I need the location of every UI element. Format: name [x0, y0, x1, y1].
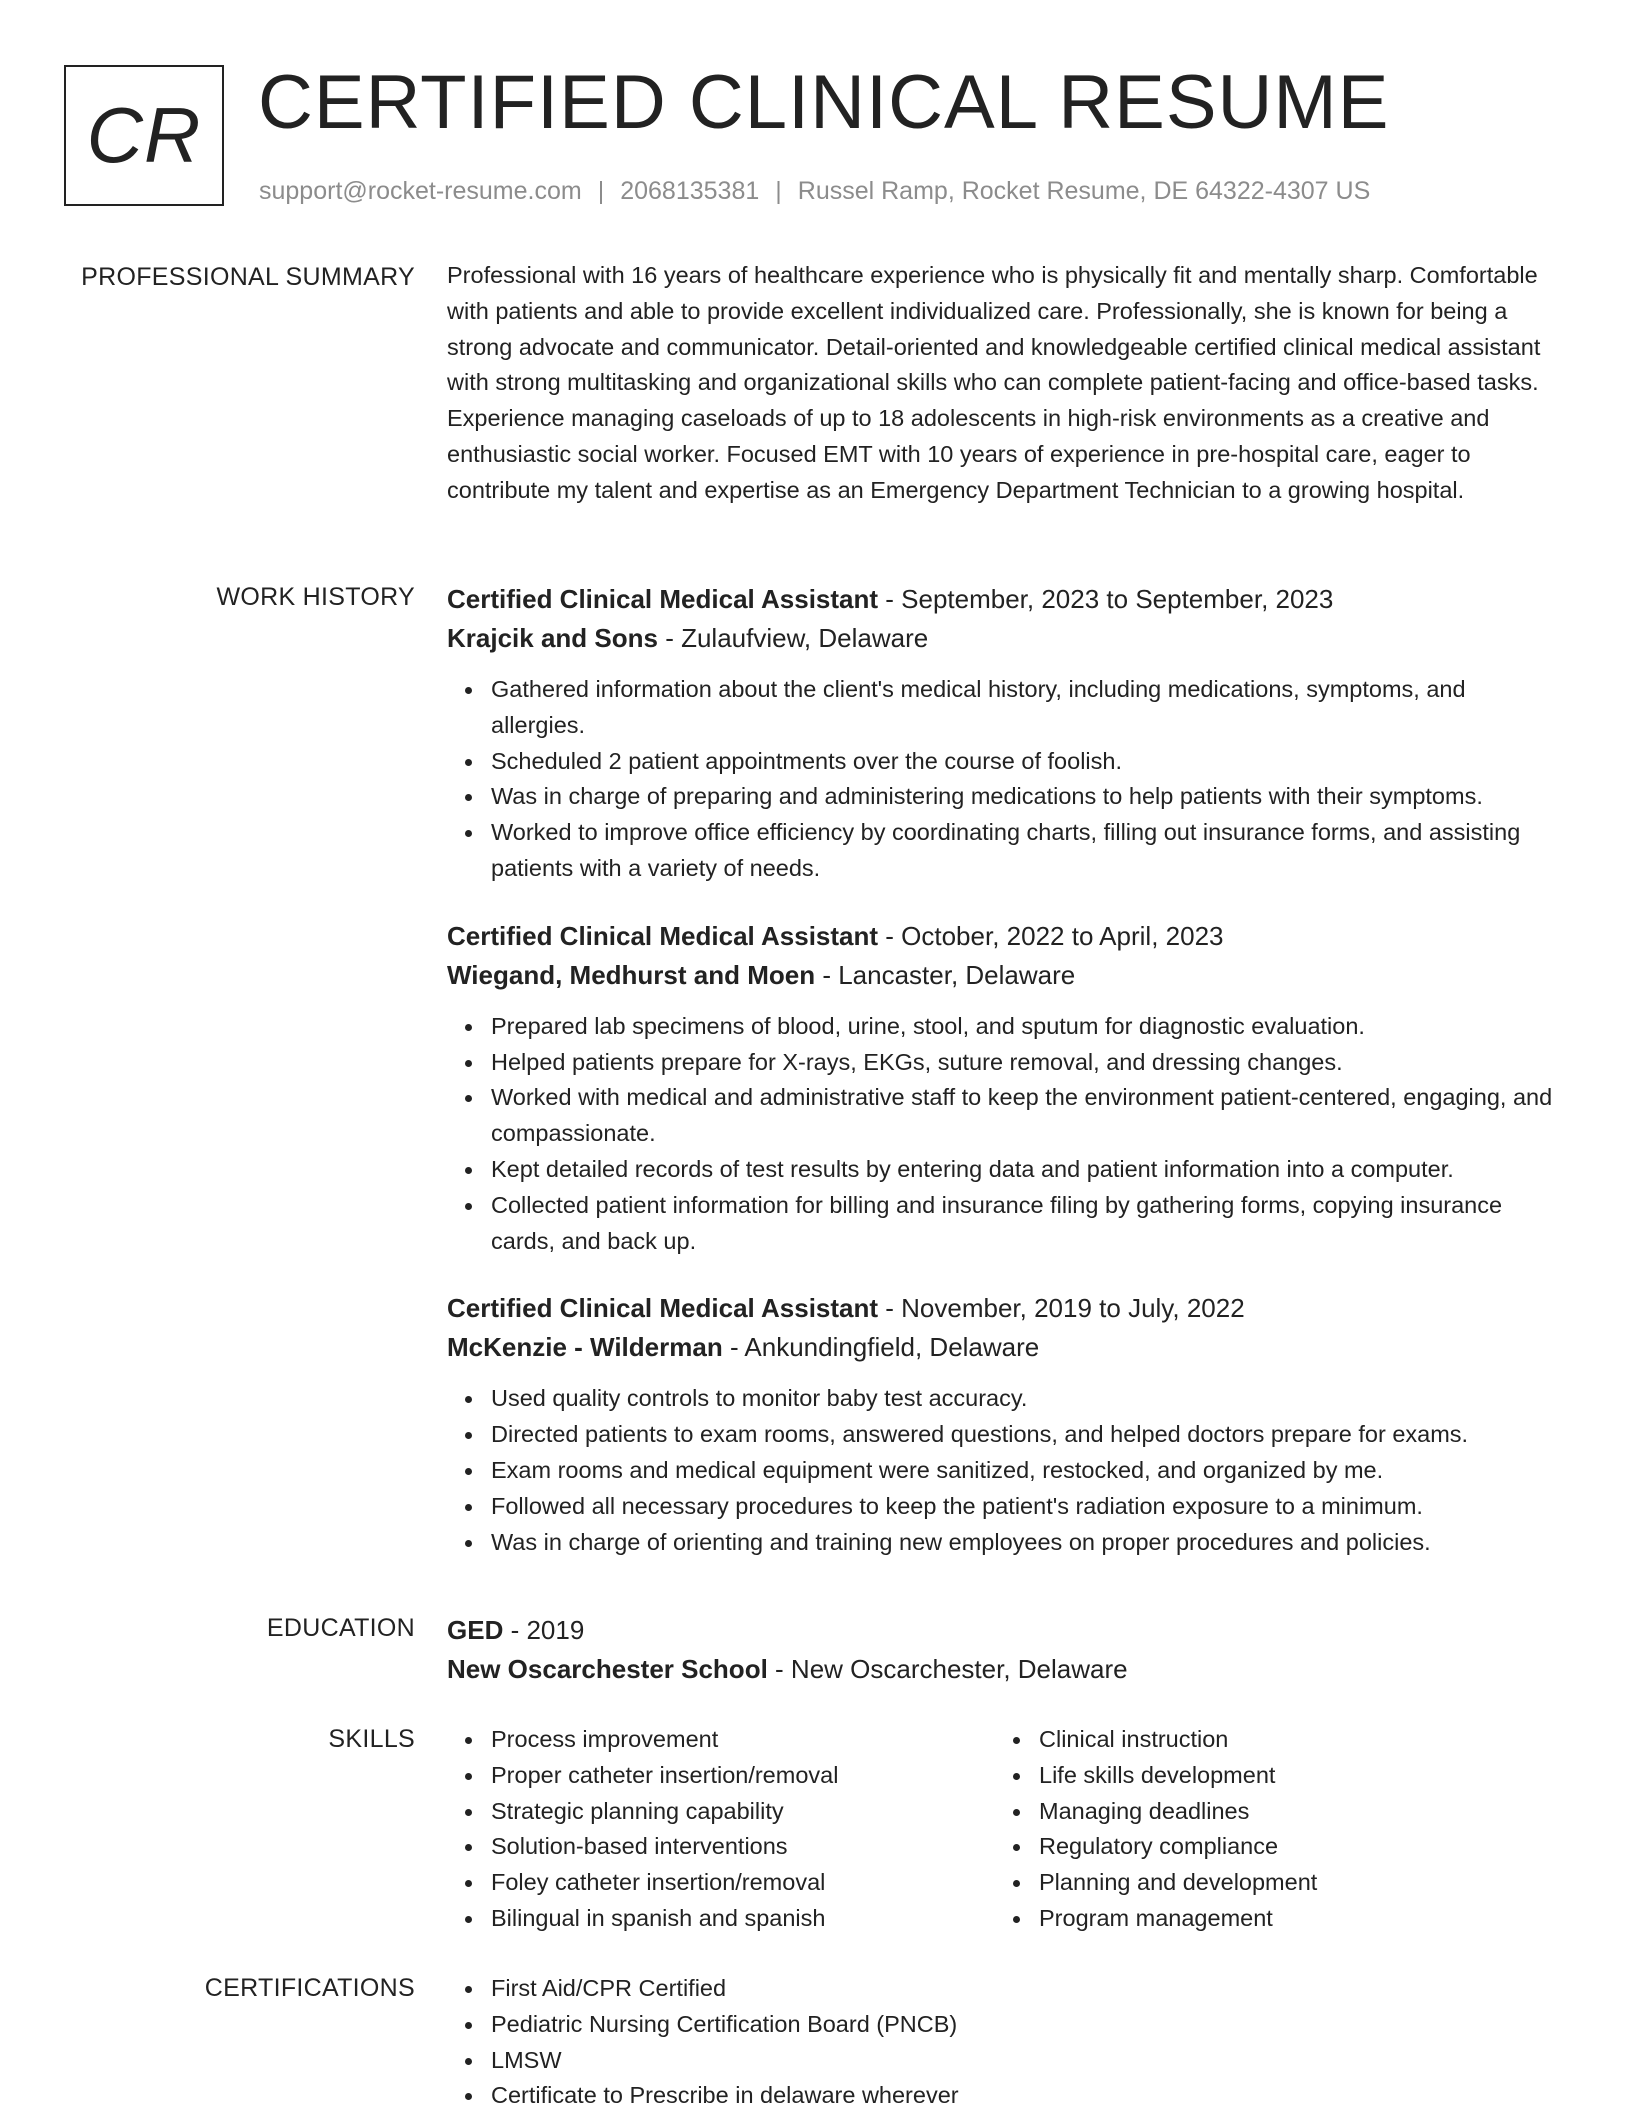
skill-item: Proper catheter insertion/removal: [447, 1758, 995, 1794]
job-bullet: Helped patients prepare for X-rays, EKGs, suture removal, and dressing changes.: [447, 1045, 1557, 1081]
skill-item: Solution-based interventions: [447, 1829, 995, 1865]
job-bullet: Scheduled 2 patient appointments over the course of foolish.: [447, 744, 1557, 780]
job-company-line: [447, 956, 1557, 995]
job-company-line: [447, 1328, 1557, 1367]
contact-separator: |: [597, 177, 605, 205]
work-content: [447, 580, 1557, 1560]
certification-item: First Aid/CPR Certified: [447, 1971, 1557, 2007]
skill-item: Regulatory compliance: [995, 1829, 1543, 1865]
job-bullet: Followed all necessary procedures to keep the patient's radiation exposure to a minimum.: [447, 1489, 1557, 1525]
skill-item: Managing deadlines: [995, 1794, 1543, 1830]
contact-line: [259, 176, 1370, 206]
skill-item: Strategic planning capability: [447, 1794, 995, 1830]
education-school-line: [447, 1650, 1557, 1689]
education-location: - New Oscarchester, Delaware: [767, 1654, 1128, 1684]
skills-column-left: [447, 1722, 995, 1937]
job-title: Certified Clinical Medical Assistant: [447, 920, 879, 951]
job-bullet: Kept detailed records of test results by entering data and patient information into a computer.: [447, 1152, 1557, 1188]
education-school: New Oscarchester School: [447, 1654, 768, 1684]
job-bullet: Collected patient information for billing and insurance filing by gathering forms, copying insurance cards, and back up.: [447, 1188, 1557, 1260]
skills-list: [995, 1722, 1543, 1937]
certification-item: Certificate to Prescribe in delaware wherever: [447, 2078, 1557, 2114]
job-bullet: Directed patients to exam rooms, answered questions, and helped doctors prepare for exams.: [447, 1417, 1557, 1453]
section-label-summary: PROFESSIONAL SUMMARY: [81, 263, 415, 291]
skill-item: Foley catheter insertion/removal: [447, 1865, 995, 1901]
job-location: - Lancaster, Delaware: [815, 959, 1076, 990]
certifications-list: [447, 1971, 1557, 2114]
job-dates: - September, 2023 to September, 2023: [878, 584, 1334, 614]
job-dates: - October, 2022 to April, 2023: [878, 920, 1224, 951]
education-content: [447, 1611, 1557, 1689]
contact-email[interactable]: support@rocket-resume.com: [259, 177, 582, 205]
skills-content: [447, 1722, 1557, 1937]
skills-column-right: [995, 1722, 1543, 1937]
job-company: Wiegand, Medhurst and Moen: [447, 959, 816, 990]
job-bullet: Prepared lab specimens of blood, urine, stool, and sputum for diagnostic evaluation.: [447, 1009, 1557, 1045]
job-company: McKenzie - Wilderman: [447, 1332, 723, 1363]
job-entry: [447, 580, 1557, 887]
job-entry: [447, 1289, 1557, 1560]
job-location: - Zulaufview, Delaware: [657, 623, 929, 653]
skill-item: Bilingual in spanish and spanish: [447, 1901, 995, 1937]
job-bullet: Was in charge of preparing and administering medications to help patients with their symptoms.: [447, 779, 1557, 815]
job-entry: [447, 917, 1557, 1260]
skill-item: Process improvement: [447, 1722, 995, 1758]
job-bullet: Gathered information about the client's medical history, including medications, symptoms, and allergies.: [447, 672, 1557, 744]
job-dates: - November, 2019 to July, 2022: [878, 1293, 1245, 1324]
job-bullets: [447, 1009, 1557, 1260]
monogram-logo: CR: [64, 65, 224, 206]
job-company-line: [447, 619, 1557, 658]
job-bullet: Exam rooms and medical equipment were sanitized, restocked, and organized by me.: [447, 1453, 1557, 1489]
education-degree: GED: [447, 1615, 504, 1645]
resume-title: CERTIFIED CLINICAL RESUME: [258, 60, 1390, 145]
job-bullet: Was in charge of orienting and training new employees on proper procedures and policies.: [447, 1525, 1557, 1561]
job-bullets: [447, 1381, 1557, 1560]
certification-item: Pediatric Nursing Certification Board (PNCB): [447, 2007, 1557, 2043]
job-title-line: [447, 580, 1557, 619]
job-title: Certified Clinical Medical Assistant: [447, 1293, 879, 1324]
education-degree-line: [447, 1611, 1557, 1650]
contact-address: Russel Ramp, Rocket Resume, DE 64322-4307 US: [797, 177, 1371, 205]
job-company: Krajcik and Sons: [447, 623, 658, 653]
certification-item: LMSW: [447, 2043, 1557, 2079]
job-title-line: [447, 1289, 1557, 1328]
skill-item: Clinical instruction: [995, 1722, 1543, 1758]
job-title-line: [447, 917, 1557, 956]
job-bullets: [447, 672, 1557, 887]
contact-separator: |: [775, 177, 782, 205]
contact-phone[interactable]: 2068135381: [620, 177, 760, 205]
job-title: Certified Clinical Medical Assistant: [447, 584, 879, 614]
education-year: - 2019: [503, 1615, 585, 1645]
summary-text: Professional with 16 years of healthcare experience who is physically fit and mentally sharp. Comfortable with patients and able to provide excellent individualized care. Professionally, she is known for being a strong advocate and communicator. Detail-oriented and knowledgeable certified clinical medical assistant with strong multitasking and organizational skills who can complete patient-facing and office-based tasks. Experience managing caseloads of up to 18 adolescents in high-risk environments as a creative and enthusiastic social worker. Focused EMT with 10 years of experience in pre-hospital care, eager to contribute my talent and expertise as an Emergency Department Technician to a growing hospital.: [447, 262, 1541, 503]
job-bullet: Worked to improve office efficiency by coordinating charts, filling out insurance forms, and assisting patients with a variety of needs.: [447, 815, 1557, 887]
section-label-certifications: CERTIFICATIONS: [204, 1974, 415, 2002]
job-location: - Ankundingfield, Delaware: [722, 1332, 1040, 1363]
skill-item: Planning and development: [995, 1865, 1543, 1901]
job-bullet: Used quality controls to monitor baby test accuracy.: [447, 1381, 1557, 1417]
skill-item: Life skills development: [995, 1758, 1543, 1794]
section-label-skills: SKILLS: [328, 1725, 415, 1753]
summary-content: [447, 258, 1557, 509]
job-bullet: Worked with medical and administrative staff to keep the environment patient-centered, engaging, and compassionate.: [447, 1080, 1557, 1152]
certifications-content: [447, 1971, 1557, 2114]
skills-list: [447, 1722, 995, 1937]
skill-item: Program management: [995, 1901, 1543, 1937]
section-label-work: WORK HISTORY: [216, 583, 415, 611]
section-label-education: EDUCATION: [266, 1614, 415, 1642]
